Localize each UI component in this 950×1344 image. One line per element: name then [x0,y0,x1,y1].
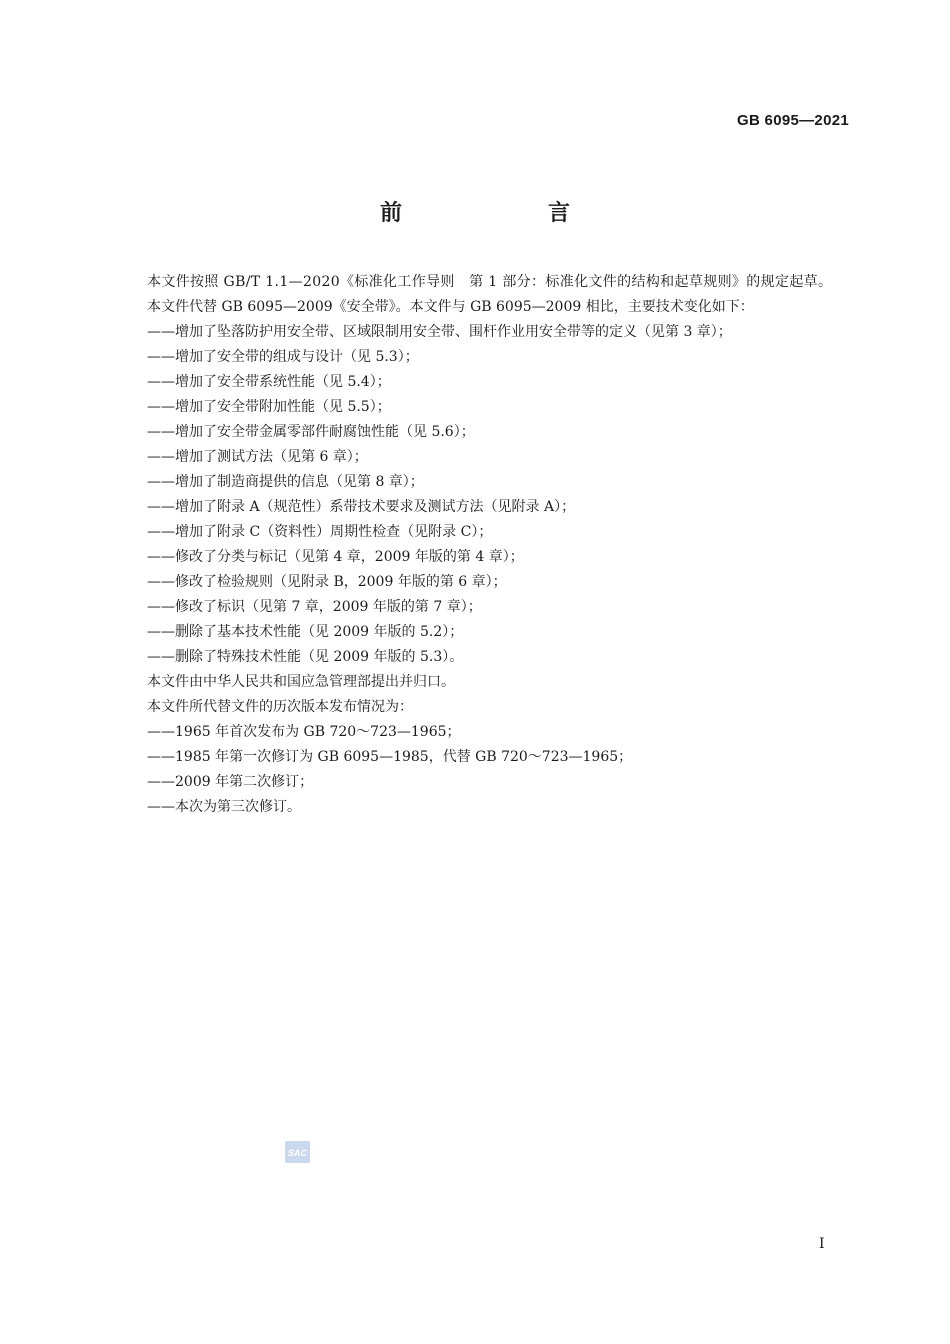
list-item: ——1985 年第一次修订为 GB 6095—1985，代替 GB 720～723—1965； [147,749,633,765]
list-item: ——增加了附录 A（规范性）系带技术要求及测试方法（见附录 A）； [147,499,576,515]
proposer-paragraph: 本文件由中华人民共和国应急管理部提出并归口。 [147,674,455,690]
page-number: I [819,1236,825,1252]
list-item: ——修改了标识（见第 7 章，2009 年版的第 7 章）； [147,599,482,615]
list-item: ——增加了安全带系统性能（见 5.4）； [147,374,391,390]
list-item: ——本次为第三次修订。 [147,799,301,815]
list-item: ——增加了安全带附加性能（见 5.5）； [147,399,391,415]
svg-text:SAC: SAC [287,1148,308,1158]
list-item: ——删除了基本技术性能（见 2009 年版的 5.2）； [147,624,464,640]
history-intro-paragraph: 本文件所代替文件的历次版本发布情况为： [147,699,413,715]
list-item: ——增加了安全带金属零部件耐腐蚀性能（见 5.6）； [147,424,475,440]
version-history-list [114,720,850,820]
list-item: ——删除了特殊技术性能（见 2009 年版的 5.3）。 [147,649,464,665]
technical-changes-list [114,320,850,670]
list-item: ——增加了测试方法（见第 6 章）； [147,449,368,465]
list-item: ——增加了安全带的组成与设计（见 5.3）； [147,349,419,365]
list-item: ——1965 年首次发布为 GB 720～723—1965； [147,724,461,740]
foreword-body [114,270,850,820]
list-item: ——增加了附录 C（资料性）周期性检查（见附录 C）； [147,524,493,540]
list-item: ——增加了坠落防护用安全带、区域限制用安全带、围杆作业用安全带等的定义（见第 3 章）； [147,324,732,340]
list-item: ——修改了分类与标记（见第 4 章，2009 年版的第 4 章）； [147,549,524,565]
page-title: 前 言 [379,201,632,226]
intro-paragraph-replacement: 本文件代替 GB 6095—2009《安全带》。本文件与 GB 6095—2009 相比，主要技术变化如下： [147,299,754,315]
intro-paragraph-drafting-rules: 本文件按照 GB/T 1.1—2020《标准化工作导则 第 1 部分：标准化文件的结构和起草规则》的规定起草。 [147,274,833,290]
list-item: ——修改了检验规则（见附录 B，2009 年版的第 6 章）； [147,574,507,590]
list-item: ——2009 年第二次修订； [147,774,314,790]
sac-logo-icon [285,1141,310,1163]
standard-code: GB 6095—2021 [736,112,849,129]
sac-watermark-logo [285,1141,310,1163]
list-item: ——增加了制造商提供的信息（见第 8 章）； [147,474,424,490]
